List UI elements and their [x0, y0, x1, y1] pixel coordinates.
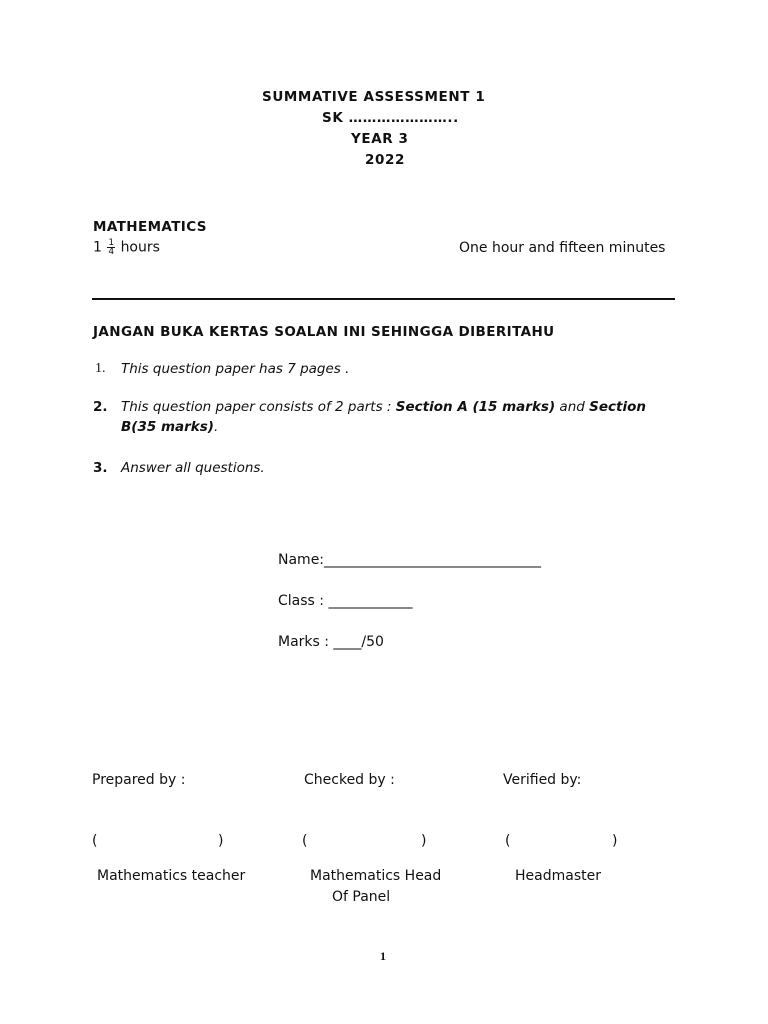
checked-sign-open: ( [302, 833, 308, 849]
school-name: SK ………………….. [322, 110, 459, 126]
year-level: YEAR 3 [351, 131, 409, 147]
checked-by-label: Checked by : [304, 772, 395, 788]
instruction-1-text: This question paper has 7 pages . [121, 361, 350, 377]
subject-name: MATHEMATICS [93, 219, 207, 235]
duration-unit: hours [120, 239, 160, 256]
checked-sign-close: ) [421, 833, 427, 849]
class-field[interactable]: Class : ____________ [278, 593, 413, 609]
verified-by-label: Verified by: [503, 772, 582, 788]
section-b-label-start: Section [589, 399, 646, 415]
instruction-2-line2: B(35 marks). [121, 419, 219, 435]
prepared-sign-open: ( [92, 833, 98, 849]
verified-role: Headmaster [515, 868, 601, 884]
warning-text: JANGAN BUKA KERTAS SOALAN INI SEHINGGA DIBERITAHU [93, 324, 555, 340]
page-number: 1 [380, 949, 386, 963]
instruction-3-text: Answer all questions. [121, 460, 265, 476]
prepared-sign-close: ) [218, 833, 224, 849]
assessment-title: SUMMATIVE ASSESSMENT 1 [262, 89, 486, 105]
duration-whole: 1 [93, 239, 102, 256]
prepared-role: Mathematics teacher [97, 868, 246, 884]
verified-sign-close: ) [612, 833, 618, 849]
duration-words: One hour and fifteen minutes [459, 240, 666, 256]
section-a-label: Section A (15 marks) [395, 399, 556, 415]
instruction-3-number: 3. [93, 460, 108, 476]
prepared-by-label: Prepared by : [92, 772, 186, 788]
horizontal-rule [92, 298, 675, 300]
checked-role-line2: Of Panel [332, 889, 391, 905]
instruction-1-number: 1. [95, 361, 106, 376]
duration [93, 239, 160, 256]
verified-sign-open: ( [505, 833, 511, 849]
name-field[interactable]: Name:_______________________________ [278, 552, 542, 568]
exam-year: 2022 [365, 152, 405, 168]
checked-role-line1: Mathematics Head [310, 868, 442, 884]
instruction-2-line1: This question paper consists of 2 parts : Section A (15 marks) and Section [121, 399, 646, 415]
marks-field[interactable]: Marks : ____/50 [278, 634, 384, 650]
instruction-2-number: 2. [93, 399, 108, 415]
duration-fraction: $\frac{1}{4}$ [108, 238, 115, 257]
section-b-label-end: B(35 marks) [121, 419, 214, 435]
